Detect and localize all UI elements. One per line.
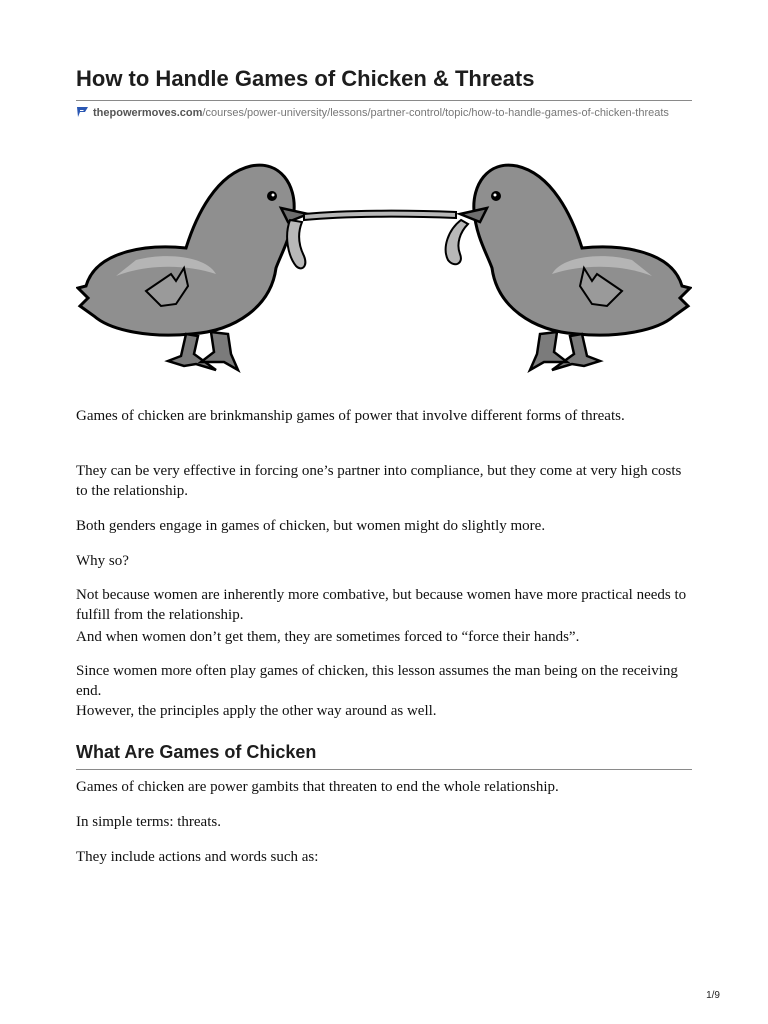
worm-icon [287,211,468,269]
paragraph-lesson-assumes: Since women more often play games of chicken, this lesson assumes the man being on the receiving end. [76,663,678,699]
section-divider [76,769,692,770]
thepowermoves-logo-icon [76,106,90,118]
left-chick-icon [78,165,308,370]
page-title: How to Handle Games of Chicken & Threats [76,66,535,91]
paragraph-genders: Both genders engage in games of chicken, but women might do slightly more. [76,518,546,534]
source-domain[interactable]: thepowermoves.com [93,107,203,119]
paragraph-principles-apply: However, the principles apply the other way around as well. [76,703,437,719]
paragraph-simple-terms: In simple terms: threats. [76,814,221,830]
section-heading: What Are Games of Chicken [76,742,317,762]
paragraph-power-gambits: Games of chicken are power gambits that threaten to end the whole relationship. [76,779,559,795]
source-path-link[interactable]: /courses/power-university/lessons/partner-control/topic/how-to-handle-games-of-chicken-threats [202,107,669,119]
paragraph-force-hands: And when women don’t get them, they are sometimes forced to “force their hands”. [76,629,580,645]
paragraph-why-so: Why so? [76,553,129,569]
paragraph-intro: Games of chicken are brinkmanship games of power that involve different forms of threats. [76,408,625,424]
title-divider [76,100,692,101]
source-url[interactable] [76,106,692,120]
page-number: 1/9 [706,990,720,1001]
right-chick-icon [460,165,690,370]
paragraph-effectiveness: They can be very effective in forcing one’s partner into compliance, but they come at very high costs to the relationship. [76,463,682,499]
chicks-tug-of-war-illustration [76,156,692,392]
paragraph-not-because: Not because women are inherently more combative, but because women have more practical needs to fulfill from the relationship. [76,587,687,623]
paragraph-include-actions: They include actions and words such as: [76,849,319,865]
